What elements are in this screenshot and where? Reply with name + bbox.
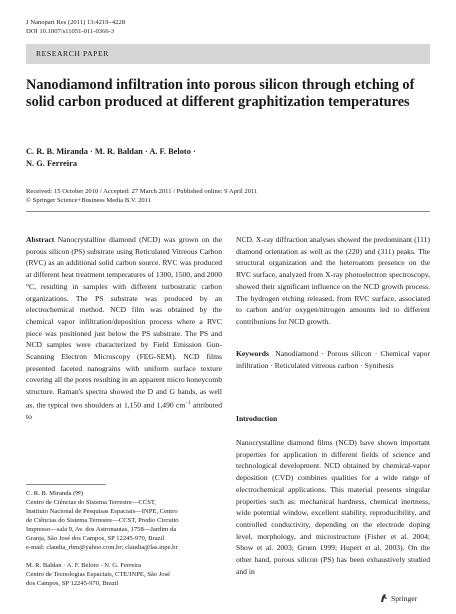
keywords-block <box>236 348 430 371</box>
section-banner <box>26 44 430 64</box>
copyright-line: © Springer Science+Business Media B.V. 2011 <box>26 197 152 204</box>
abstract-text-end: attributed to <box>26 400 222 422</box>
affiliation-line: C. R. B. Miranda (✉) <box>26 490 83 497</box>
author-line: C. R. B. Miranda · M. R. Baldan · A. F. Beloto · <box>26 147 196 156</box>
journal-citation: J Nanopart Res (2011) 13:4219–4228 <box>26 19 126 26</box>
abstract-text-continued: NCD. X-ray diffraction analyses showed the predominant (111) diamond orientation as well as the (220) and (311) peaks. The structural organization and the heteroatom presence on the RVC surface, analyzed from X-ray photoelectron spectroscopy, showed their significant influence on the NCD growth process. The hydrogen etching released, from RVC surface, associated to carbon and/or oxygen/nitrogen amounts led to different contributions for NCD growth. <box>236 235 430 326</box>
footnote-divider <box>26 484 106 485</box>
introduction-paragraph: Nanocrystalline diamond films (NCD) have shown important properties for application in different fields of science and technological development. NCD obtained by chemical-vapor deposition (CVD) combines qualities for a wide range of electrochemical applications. This material presents singular properties such as: mechanical hardness, chemical inertness, wide potential window, excellent stability, reproducibility, and controlled conductivity, depending on the electrode doping level, morphology, and microstructure (Fisher et al. 2004; Show et al. 2003; Gruen 1999; Hupert et al. 2003). On the other hand, porous silicon (PS) has been exhaustively studied and in <box>236 438 430 576</box>
springer-horse-icon <box>380 593 388 603</box>
section-heading: Introduction <box>236 414 278 423</box>
abstract-right-column <box>236 234 430 328</box>
section-label: RESEARCH PAPER <box>36 49 109 58</box>
affiliation-line: Centro de Ciências do Sistema Terrestre—CCST, <box>26 499 157 506</box>
paper-title: Nanodiamond infiltration into porous silicon through etching of solid carbon produced at different graphitization temperatures <box>26 77 415 110</box>
journal-header <box>26 18 125 36</box>
dates-line: Received: 15 October 2010 / Accepted: 27 March 2011 / Published online: 9 April 2011 <box>26 188 258 195</box>
publication-dates <box>26 187 430 205</box>
author-list <box>26 146 426 170</box>
introduction-text <box>236 437 430 577</box>
affiliation-line: Granja, São José dos Campos, SP 12245-970, Brazil <box>26 535 165 542</box>
author-line: N. G. Ferreira <box>26 159 78 168</box>
publisher-name: Springer <box>391 593 418 603</box>
abstract-text: Nanocrystalline diamond (NCD) was grown on the porous silicon (PS) substrate using Reticulated Vitreous Carbon (RVC) as an additional solid carbon source. RVC was produced at different heat treatment temperatures of 1300, 1500, and 2000 °C, resulting in samples with different turbostratic carbon organizations. The PS substrate was produced by an electrochemical method. NCD film was obtained by the chemical vapor infiltration/deposition process where a RVC piece was positioned just below the PS substrate. The PS and NCD samples were characterized by Field Emission Gun-Scanning Electron Microscopy (FEG-SEM). NCD films presented faceted nanograins with uniform surface texture covering all the pores resulting in an apparent micro honeycomb structure. Raman's spectra showed the D and G bands, as well as, the typical two shoulders at 1,150 and 1,490 cm <box>26 235 222 410</box>
affiliation-block-1 <box>26 489 226 552</box>
affiliation-line: de Ciências do Sistema Terrestre—CCST, Predio Circuito <box>26 517 179 524</box>
affiliation-email: e-mail: claudia_rbm@yahoo.com.br; claudia@las.inpe.br <box>26 544 178 551</box>
affiliation-line: dos Campos, SP 12245-970, Brazil <box>26 580 119 587</box>
affiliation-line: Centro de Tecnologias Espaciais, CTE/INPE, São José <box>26 571 171 578</box>
publisher-logo <box>380 593 417 603</box>
abstract-label: Abstract <box>26 235 55 244</box>
divider <box>26 211 430 212</box>
abstract-left-column <box>26 234 222 423</box>
affiliation-line: M. R. Baldan · A. F. Beloto · N. G. Ferreira <box>26 562 142 569</box>
affiliation-line: Instituto Nacional de Pesquisas Espaciais—INPE, Centro <box>26 508 178 515</box>
keywords-text: Nanodiamond · Porous silicon · Chemical vapor infiltration · Reticulated vitreous carbon · Synthesis <box>236 349 430 370</box>
affiliation-line: Impresso—sala 9, Av. dos Astronautas, 1758—Jardim da <box>26 526 177 533</box>
wavenumber-unit-exponent: −1 <box>185 400 191 406</box>
journal-doi: DOI 10.1007/s11051-011-0366-3 <box>26 28 115 35</box>
keywords-label: Keywords <box>236 349 269 358</box>
affiliation-block-2 <box>26 561 226 588</box>
